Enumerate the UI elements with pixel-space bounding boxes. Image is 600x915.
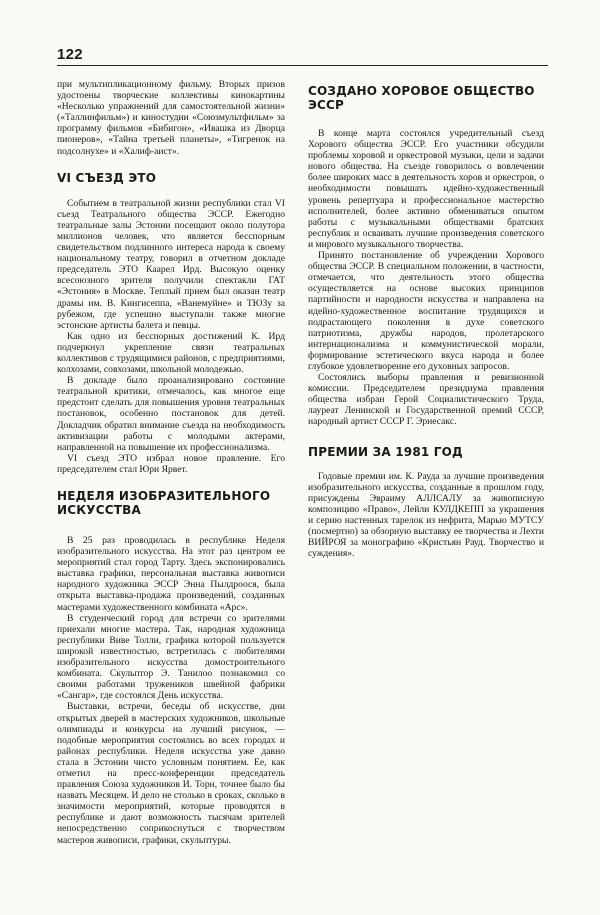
- heading-art-week: НЕДЕЛЯ ИЗОБРАЗИТЕЛЬНОГО ИСКУССТВА: [57, 489, 271, 517]
- left-paragraph-4: VI съезд ЭТО избрал новое правление. Его председателем стал Юри Ярвет.: [57, 452, 285, 475]
- left-paragraph-7: Выставки, встречи, беседы об искусстве, дни открытых дверей в мастерских художников, школьные олимпиады и конкурсы на лучший рисунок, — подобные мероприятия состоялись во всех городах и районах республики. Неделя искусства уже давно стала в Эстонии чисто условным понятием. Ее, как отметил на пресс-конференции председатель правления Союза художников И. Торн, точнее было бы назвать Месяцем. И дело не столько в сроках, сколько в значимости мероприятий, которые проводятся в республике и дают возможность тысячам зрителей непосредственно соприкоснуться с творчеством мастеров живописи, графики, скульптуры.: [57, 701, 285, 846]
- left-paragraph-2: Как одно из бесспорных достижений К. Ирд подчеркнул укрепление связи театральных коллективов с трудящимися районов, с предприятиями, колхозами, совхозами, школьной молодежью.: [57, 330, 285, 376]
- heading-theatre-congress: VI СЪЕЗД ЭТО: [57, 170, 157, 185]
- heading-choral-society: СОЗДАНО ХОРОВОЕ ОБЩЕСТВО ЭССР: [308, 84, 535, 112]
- header-rule: [57, 65, 548, 66]
- right-paragraph-2: Принято постановление об учреждении Хорового общества ЭССР. В специальном положении, в частности, отмечается, что деятельность этого общества осуществляется на основе высоких принципов партийности и народности искусства и направлена на идейно-художественное воспитание трудящихся и подрастающего поколения в духе советского патриотизма, дружбы народов, пролетарского интернационализма и коммунистической морали, формирование эстетического вкуса народа и более глубокое удовлетворение его духовных запросов.: [308, 250, 544, 372]
- left-paragraph-1: Событием в театральной жизни республики стал VI съезд Театрального общества ЭССР. Ежегодно театральные залы Эстонии посещают около полутора миллионов человек, что является бесспорным свидетельством подлинного интереса народа к своему национальному театру, говорил в отчетном докладе председатель ЭТО Каарел Ирд. Высокую оценку всесоюзного зрителя получили спектакли ГАТ «Эстония» в Москве. Теплый прием был оказан театр драмы им. В. Кингисеппа, «Ванемуйне» и ТЮЗу за рубежом, где успешно выступали также многие эстонские артисты балета и певцы.: [57, 197, 285, 331]
- left-paragraph-5: В 25 раз проводилась в республике Неделя изобразительного искусства. На этот раз центром ее мероприятий стал город Тарту. Здесь экспонировались выставка графики, персональная выставка живописи народного художника ЭССР Энна Пылдроося, была открыта выставка-продажа произведений, созданных мастерами художественного комбината «Арс».: [57, 535, 285, 613]
- left-paragraph-0: при мультипликационному фильму. Вторых призов удостоены творческие коллективы кинокартины «Несколько упражнений для самостоятельной жизни» («Таллинфильм») и киностудии «Союзмультфильм» за программу фильмов «Бибигон», «Ивашка из Дворца пионеров», «Тайна третьей планеты», «Тигренок на подсолнухе» и «Халиф-аист».: [57, 79, 285, 157]
- right-paragraph-1: В конце марта состоялся учредительный съезд Хорового общества ЭССР. Его участники обсудили проблемы хоровой и оркестровой музыки, цели и задачи нового общества. На съезде говорилось о вовлечении более широких масс в деятельность хоров и оркестров, о необходимости повышать идейно-художественный уровень репертуара и профессиональное мастерство исполнителей, более активно обмениваться опытом работы с музыкальными обществами братских республик и осваивать лучшие произведения советского и мирового музыкального творчества.: [308, 128, 544, 250]
- heading-prizes-1981: ПРЕМИИ ЗА 1981 ГОД: [308, 444, 463, 459]
- right-column: [308, 84, 544, 915]
- page-number: 122: [57, 46, 83, 63]
- left-paragraph-3: В докладе было проанализировано состояние театральной критики, отмечалось, как многое еще предстоит сделать для повышения уровня театральных постановок, особенно постановок для детей. Докладчик обратил внимание съезда на необходимость активизации работы с молодыми актерами, направленной на повышение их профессионализма.: [57, 375, 285, 453]
- right-paragraph-3: Состоялись выборы правления и ревизионной комиссии. Председателем президиума правления общества избран Герой Социалистического Труда, лауреат Ленинской и Государственной премий СССР, народный артист СССР Г. Эрнесакс.: [308, 372, 544, 428]
- right-paragraph-4: Годовые премии им. К. Рауда за лучшие произведения изобразительного искусства, созданные в прошлом году, присуждены Эвраиму АЛЛСАЛУ за живописную композицию «Право», Лейли КУЛДКЕПП за украшения и серию настенных тарелок из нефрита, Марью МУТСУ (посмертно) за обзорную выставку ее творчества и Лехти ВИЙРОЯ за монографию «Кристьян Рауд. Творчество и суждения».: [308, 470, 544, 560]
- left-paragraph-6: В студенческий город для встречи со зрителями приехали многие мастера. Так, народная художница республики Виве Толли, графика которой пользуется широкой известностью, встретилась с любителями изобразительного искусства домостроительного комбината. Скульптор Э. Танилоо познакомил со своими работами тружеников швейной фабрики «Сангар», где состоялся День искусства.: [57, 612, 285, 702]
- left-column: [57, 79, 285, 915]
